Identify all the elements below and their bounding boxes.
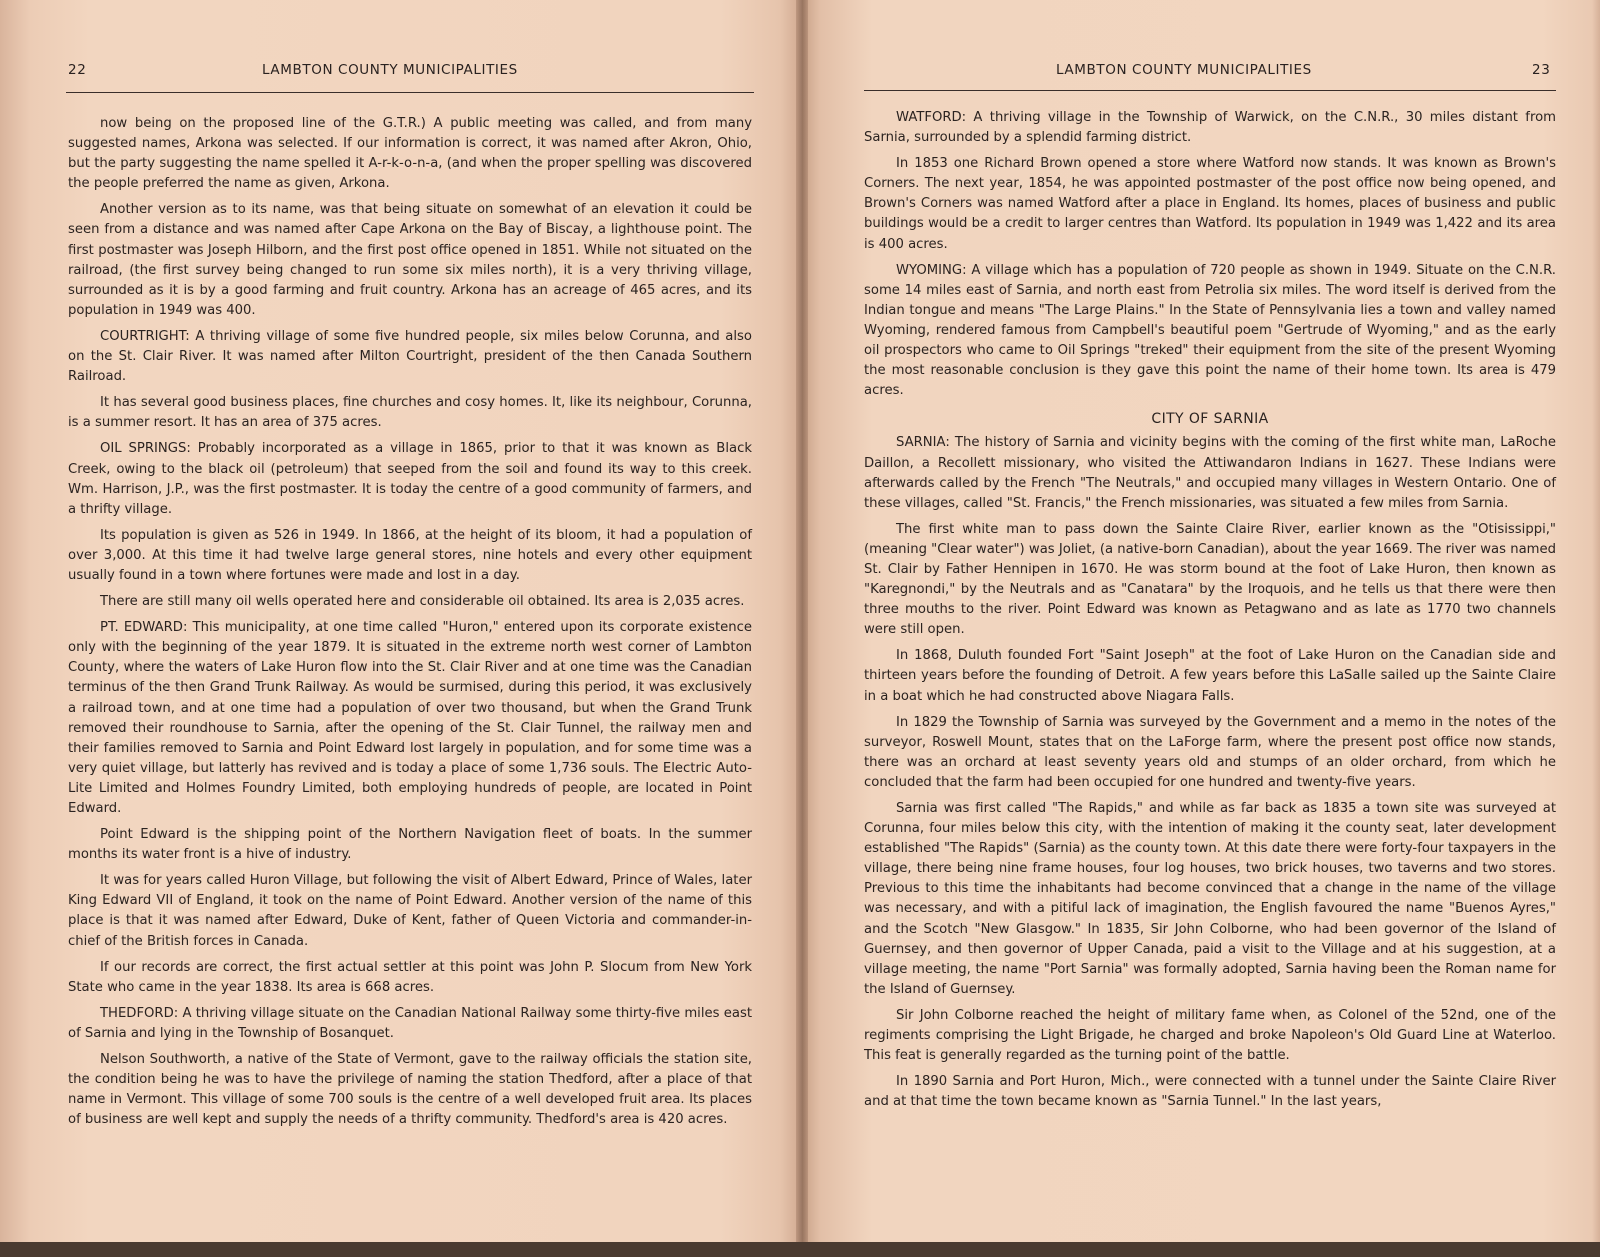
paragraph: now being on the proposed line of the G.T.R.) A public meeting was called, and from many suggested names, Arkona was selected. If our information is correct, it was named after Akron, Ohio, but the party suggesting the name spelled it A-r-k-o-n-a, (and when the proper spelling was discovered the people preferred the name as given, Arkona.	[68, 116, 752, 192]
paragraph: In 1853 one Richard Brown opened a store where Watford now stands. It was known as Brown's Corners. The next year, 1854, he was appointed postmaster of the post office now being opened, and Brown's Corners was named Watford after a place in England. Its homes, places of business and public buildings would be a credit to larger centres than Watford. Its population in 1949 was 1,422 and its area is 400 acres.	[864, 156, 1556, 252]
paragraph: It has several good business places, fine churches and cosy homes. It, like its neighbour, Corunna, is a summer resort. It has an area of 375 acres.	[68, 395, 752, 431]
left-body-text	[68, 114, 752, 1136]
section-heading: CITY OF SARNIA	[1151, 411, 1269, 428]
right-page	[802, 0, 1600, 1257]
bottom-edge	[0, 1242, 1600, 1257]
paragraph: Sir John Colborne reached the height of military fame when, as Colonel of the 52nd, one of the regiments comprising the Light Brigade, he charged and broke Napoleon's Old Guard Line at Waterloo. This feat is generally regarded as the turning point of the battle.	[864, 1007, 1556, 1064]
page-number-left: 22	[68, 62, 87, 78]
paragraph: Another version as to its name, was that being situate on somewhat of an elevation it could be seen from a distance and was named after Cape Arkona on the Bay of Biscay, a lighthouse point. The first postmaster was Joseph Hilborn, and the first post office opened in 1851. While not situated on the railroad, (the first survey being changed to run some six miles north), it is a very thriving village, surrounded as it is by a good farming and fruit country. Arkona has an acreage of 465 acres, and its population in 1949 was 400.	[68, 202, 752, 318]
paragraph: In 1868, Duluth founded Fort "Saint Joseph" at the foot of Lake Huron on the Canadian side and thirteen years before the founding of Detroit. A few years before this LaSalle sailed up the Sainte Claire in a boat which he had constructed above Niagara Falls.	[864, 648, 1556, 704]
paragraph: There are still many oil wells operated here and considerable oil obtained. Its area is 2,035 acres.	[100, 594, 745, 610]
paragraph: PT. EDWARD: This municipality, at one time called "Huron," entered upon its corporate existence only with the beginning of the year 1879. It is situated in the extreme north west corner of Lambton County, where the waters of Lake Huron flow into the St. Clair River and at one time was the Canadian terminus of the then Grand Trunk Railway. As would be surmised, during this period, it was exclusively a railroad town, and at one time had a population of over two thousand, but when the Grand Trunk removed their roundhouse to Sarnia, after the opening of the St. Clair Tunnel, the railway men and their families removed to Sarnia and Point Edward lost largely in population, and for some time was a very quiet village, but latterly has revived and is today a place of some 1,736 souls. The Electric Auto-Lite Limited and Holmes Foundry Limited, both employing hundreds of people, are located in Point Edward.	[68, 620, 752, 816]
paragraph: The first white man to pass down the Sainte Claire River, earlier known as the "Otisissippi," (meaning "Clear water") was Joliet, (a native-born Canadian), about the year 1669. The river was named St. Clair by Father Hennipen in 1670. He was storm bound at the foot of Lake Huron, then known as "Karegnondi," by the Neutrals and as "Canatara" by the Iroquois, and he tells us that there were then three mouths to the river. Point Edward was known as Petagwano and as late as 1770 two channels were still open.	[864, 521, 1556, 638]
paragraph: WATFORD: A thriving village in the Township of Warwick, on the C.N.R., 30 miles distant from Sarnia, surrounded by a splendid farming district.	[864, 110, 1556, 146]
paragraph: THEDFORD: A thriving village situate on the Canadian National Railway some thirty-five miles east of Sarnia and lying in the Township of Bosanquet.	[68, 1005, 752, 1041]
paragraph: Point Edward is the shipping point of the Northern Navigation fleet of boats. In the summer months its water front is a hive of industry.	[68, 827, 752, 863]
paragraph: SARNIA: The history of Sarnia and vicinity begins with the coming of the first white man, LaRoche Daillon, a Recollett missionary, who visited the Attiwandaron Indians in 1627. These Indians were afterwards called by the French "The Neutrals," and occupied many villages in Western Ontario. One of these villages, called "St. Francis," the French missionaries, was situated a few miles from Sarnia.	[864, 435, 1556, 511]
running-head-left: LAMBTON COUNTY MUNICIPALITIES	[262, 62, 518, 78]
right-body-text	[864, 108, 1556, 1118]
page-number-right: 23	[1532, 62, 1551, 78]
paragraph: Nelson Southworth, a native of the State of Vermont, gave to the railway officials the station site, the condition being he was to have the privilege of naming the station Thedford, after a place of that name in Vermont. This village of some 700 souls is the centre of a well developed fruit area. Its places of business are well kept and supply the needs of a thrifty community. Thedford's area is 420 acres.	[68, 1052, 752, 1128]
paragraph: OIL SPRINGS: Probably incorporated as a village in 1865, prior to that it was known as Black Creek, owing to the black oil (petroleum) that seeped from the soil and found its way to this creek. Wm. Harrison, J.P., was the first postmaster. It is today the centre of a good community of farmers, and a thrifty village.	[68, 441, 752, 517]
header-rule-left	[66, 92, 754, 93]
paragraph: It was for years called Huron Village, but following the visit of Albert Edward, Prince of Wales, later King Edward VII of England, it took on the name of Point Edward. Another version of the name of this place is that it was named after Edward, Duke of Kent, father of Queen Victoria and commander-in-chief of the British forces in Canada.	[68, 873, 752, 949]
paragraph: In 1829 the Township of Sarnia was surveyed by the Government and a memo in the notes of the surveyor, Roswell Mount, states that on the LaForge farm, where the present post office now stands, there was an orchard at least seventy years old and stumps of an older orchard, from which he concluded that the farm had been occupied for one hundred and twenty-five years.	[864, 714, 1556, 790]
header-rule-right	[864, 90, 1556, 91]
paragraph: COURTRIGHT: A thriving village of some five hundred people, six miles below Corunna, and also on the St. Clair River. It was named after Milton Courtright, president of the then Canada Southern Railroad.	[68, 328, 752, 385]
paragraph: Its population is given as 526 in 1949. In 1866, at the height of its bloom, it had a population of over 3,000. At this time it had twelve large general stores, nine hotels and every other equipment usually found in a town where fortunes were made and lost in a day.	[68, 527, 752, 583]
paragraph: If our records are correct, the first actual settler at this point was John P. Slocum from New York State who came in the year 1838. Its area is 668 acres.	[68, 959, 752, 995]
book-gutter	[796, 0, 808, 1257]
paragraph: Sarnia was first called "The Rapids," and while as far back as 1835 a town site was surveyed at Corunna, four miles below this city, with the intention of making it the county seat, later development established "The Rapids" (Sarnia) as the county town. At this date there were forty-four taxpayers in the village, there being nine frame houses, four log houses, two brick houses, two taverns and two stores. Previous to this time the inhabitants had become convinced that a change in the name of the village was necessary, and with a pitiful lack of imagination, the English favoured the name "Buenos Ayres," and the Scotch "New Glasgow." In 1835, Sir John Colborne, who had been governor of the Island of Guernsey, and then governor of Upper Canada, paid a visit to the Village and at his suggestion, at a village meeting, the name "Port Sarnia" was formally adopted, Sarnia having been the Roman name for the Island of Guernsey.	[864, 801, 1556, 997]
paragraph: In 1890 Sarnia and Port Huron, Mich., were connected with a tunnel under the Sainte Claire River and at that time the town became known as "Sarnia Tunnel." In the last years,	[864, 1074, 1556, 1110]
running-head-right: LAMBTON COUNTY MUNICIPALITIES	[1056, 62, 1312, 78]
paragraph: WYOMING: A village which has a population of 720 people as shown in 1949. Situate on the C.N.R. some 14 miles east of Sarnia, and north east from Petrolia six miles. The word itself is derived from the Indian tongue and means "The Large Plains." In the State of Pennsylvania lies a town and valley named Wyoming, rendered famous from Campbell's beautiful poem "Gertrude of Wyoming," and as the early oil prospectors who came to Oil Springs "treked" their equipment from the site of the present Wyoming the most reasonable conclusion is they gave this point the name of their home town. Its area is 479 acres.	[864, 262, 1556, 399]
